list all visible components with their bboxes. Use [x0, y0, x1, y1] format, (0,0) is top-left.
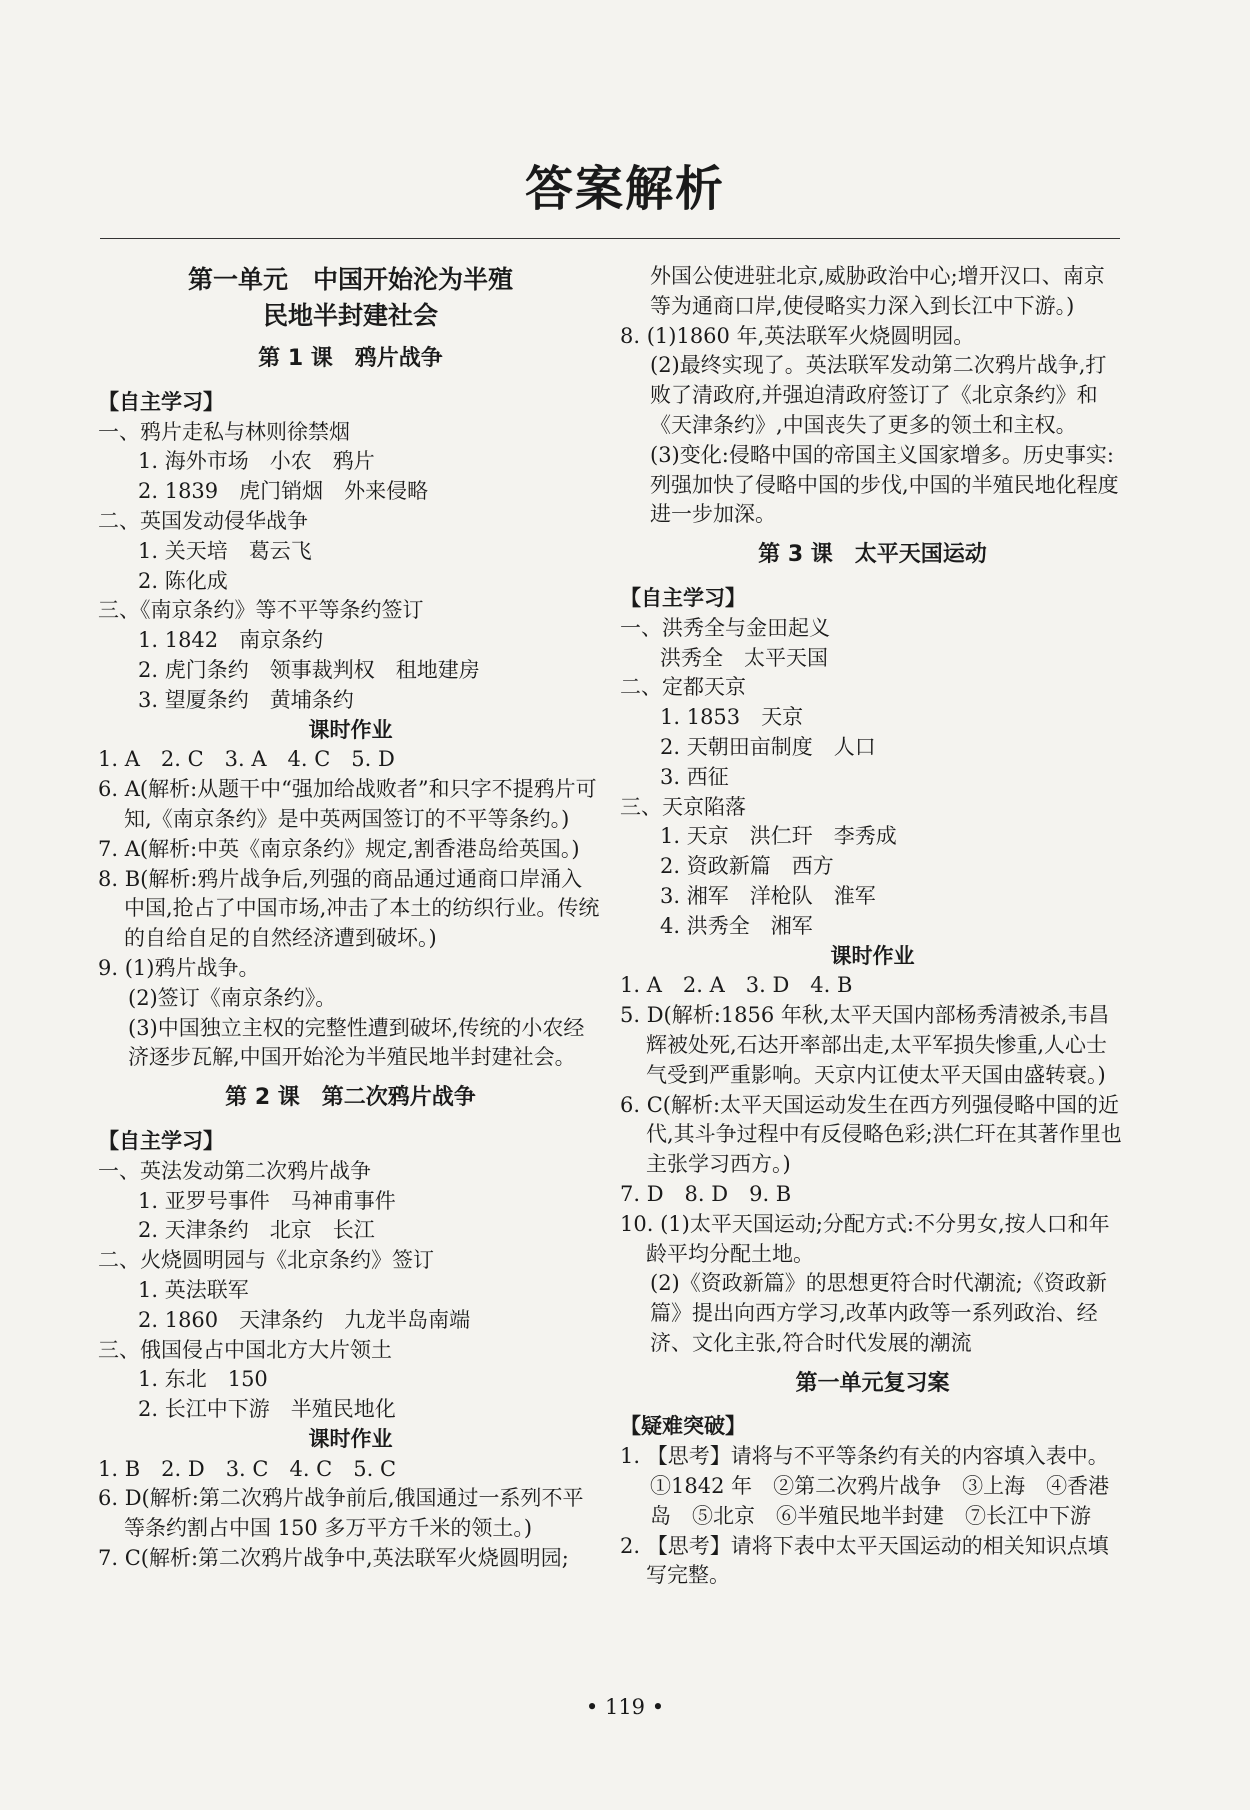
answer-item: 1. 英法联军	[138, 1277, 249, 1302]
answer-line: 三、俄国侵占中国北方大片领土	[98, 1337, 392, 1362]
answer-item: 2. 天津条约 北京 长江	[138, 1218, 375, 1243]
answer-paragraph: 6. D(解析:第二次鸦片战争前后,俄国通过一系列不平等条约割占中国 150 多万平方千米的领土。)	[98, 1486, 584, 1541]
section-heading: 【自主学习】	[98, 389, 224, 414]
lesson-heading: 第 3 课 太平天国运动	[758, 542, 987, 568]
right-column	[620, 262, 1125, 1591]
section-heading: 【疑难突破】	[620, 1414, 746, 1439]
answer-paragraph: 10. (1)太平天国运动;分配方式:不分男女,按人口和年龄平均分配土地。	[620, 1211, 1110, 1266]
answer-item: 2. 资政新篇 西方	[660, 854, 834, 879]
answer-paragraph: 8. B(解析:鸦片战争后,列强的商品通过通商口岸涌入中国,抢占了中国市场,冲击了本土的纺织行业。传统的自给自足的自然经济遭到破坏。)	[98, 866, 600, 951]
page-number: • 119 •	[585, 1695, 665, 1719]
answer-item: 1. 东北 150	[138, 1367, 268, 1392]
answer-item: 2. 1839 虎门销烟 外来侵略	[138, 479, 429, 504]
left-column	[98, 262, 603, 1574]
answer-item: 2. 天朝田亩制度 人口	[660, 734, 876, 759]
answer-item: 1. 天京 洪仁玕 李秀成	[660, 824, 897, 849]
answer-paragraph: 6. C(解析:太平天国运动发生在西方列强侵略中国的近代,其斗争过程中有反侵略色彩;洪仁玕在其著作里也主张学习西方。)	[620, 1092, 1122, 1177]
answer-item: 1. 海外市场 小农 鸦片	[138, 449, 375, 474]
answer-line: 三、天京陷落	[620, 794, 746, 819]
answer-item: 洪秀全 太平天国	[660, 645, 828, 670]
answer-line: 1. A 2. C 3. A 4. C 5. D	[98, 747, 395, 772]
page-title: 答案解析	[524, 161, 725, 217]
answer-paragraph: 7. C(解析:第二次鸦片战争中,英法联军火烧圆明园;	[98, 1546, 569, 1571]
section-heading: 【自主学习】	[98, 1128, 224, 1153]
unit-heading: 第一单元 中国开始沦为半殖	[187, 265, 513, 294]
answer-line: 一、英法发动第二次鸦片战争	[98, 1158, 371, 1183]
answer-line: 9. (1)鸦片战争。	[98, 955, 260, 980]
answer-line: 8. (1)1860 年,英法联军火烧圆明园。	[620, 323, 975, 348]
lesson-heading: 第 1 课 鸦片战争	[258, 346, 443, 371]
subsection-heading: 课时作业	[308, 717, 393, 742]
answer-item: 3. 湘军 洋枪队 淮军	[660, 883, 876, 908]
answer-paragraph: 5. D(解析:1856 年秋,太平天国内部杨秀清被杀,韦昌辉被处死,石达开率部出走,太平军损失惨重,人心士气受到严重影响。天京内讧使太平天国由盛转衰。)	[620, 1003, 1110, 1087]
title-divider	[100, 238, 1120, 239]
answer-item: 4. 洪秀全 湘军	[660, 913, 813, 938]
subsection-heading: 课时作业	[830, 943, 915, 968]
answer-item: 2. 陈化成	[138, 568, 228, 593]
answer-item: 2. 长江中下游 半殖民地化	[138, 1397, 396, 1422]
subsection-heading: 课时作业	[308, 1426, 393, 1451]
answer-item: 2. 虎门条约 领事裁判权 租地建房	[138, 657, 480, 682]
answer-line: 一、洪秀全与金田起义	[620, 615, 830, 640]
unit-heading: 民地半封建社会	[262, 301, 438, 330]
answer-continuation: (2)《资政新篇》的思想更符合时代潮流;《资政新篇》提出向西方学习,改革内政等一系列政治、经济、文化主张,符合时代发展的潮流	[650, 1271, 1107, 1355]
answer-item: 3. 西征	[660, 764, 729, 789]
answer-paragraph: 6. A(解析:从题干中“强加给战败者”和只字不提鸦片可知,《南京条约》是中英两国签订的不平等条约。)	[98, 777, 597, 831]
lesson-heading: 第一单元复习案	[795, 1370, 950, 1396]
answer-line: 二、火烧圆明园与《北京条约》签订	[98, 1248, 434, 1273]
answer-item: 3. 望厦条约 黄埔条约	[138, 687, 354, 712]
answer-item: 1. 1842 南京条约	[138, 628, 324, 653]
answer-continuation: (2)签订《南京条约》。	[128, 985, 337, 1010]
answer-line: 1. A 2. A 3. D 4. B	[620, 973, 853, 998]
answer-line: 二、定都天京	[620, 675, 746, 700]
answer-continuation: ①1842 年 ②第二次鸦片战争 ③上海 ④香港岛 ⑤北京 ⑥半殖民地半封建 ⑦长江中下游	[650, 1474, 1110, 1528]
answer-continuation: (3)变化:侵略中国的帝国主义国家增多。历史事实:列强加快了侵略中国的步伐,中国的半殖民地化程度进一步加深。	[650, 442, 1119, 527]
lesson-heading: 第 2 课 第二次鸦片战争	[225, 1085, 476, 1111]
answer-continuation: 外国公使进驻北京,威胁政治中心;增开汉口、南京等为通商口岸,使侵略实力深入到长江中下游。)	[650, 264, 1105, 318]
answer-paragraph: 7. A(解析:中英《南京条约》规定,割香港岛给英国。)	[98, 836, 580, 861]
answer-item: 1. 1853 天京	[660, 705, 804, 730]
answer-line: 二、英国发动侵华战争	[98, 508, 308, 533]
answer-continuation: (3)中国独立主权的完整性遭到破坏,传统的小农经济逐步瓦解,中国开始沦为半殖民地半封建社会。	[128, 1015, 585, 1070]
answer-paragraph: 2. 【思考】请将下表中太平天国运动的相关知识点填写完整。	[620, 1533, 1109, 1588]
answer-line: 7. D 8. D 9. B	[620, 1181, 792, 1206]
section-heading: 【自主学习】	[620, 585, 746, 610]
answer-item: 2. 1860 天津条约 九龙半岛南端	[138, 1307, 471, 1332]
answer-item: 1. 关天培 葛云飞	[138, 538, 312, 563]
answer-paragraph: 1. 【思考】请将与不平等条约有关的内容填入表中。	[620, 1444, 1109, 1469]
answer-line: 一、鸦片走私与林则徐禁烟	[98, 419, 350, 444]
answer-line: 1. B 2. D 3. C 4. C 5. C	[98, 1456, 397, 1481]
answer-line: 三、《南京条约》等不平等条约签订	[98, 598, 424, 623]
answer-item: 1. 亚罗号事件 马神甫事件	[138, 1188, 396, 1213]
answer-continuation: (2)最终实现了。英法联军发动第二次鸦片战争,打败了清政府,并强迫清政府签订了《北京条约》和《天津条约》,中国丧失了更多的领土和主权。	[650, 353, 1107, 437]
